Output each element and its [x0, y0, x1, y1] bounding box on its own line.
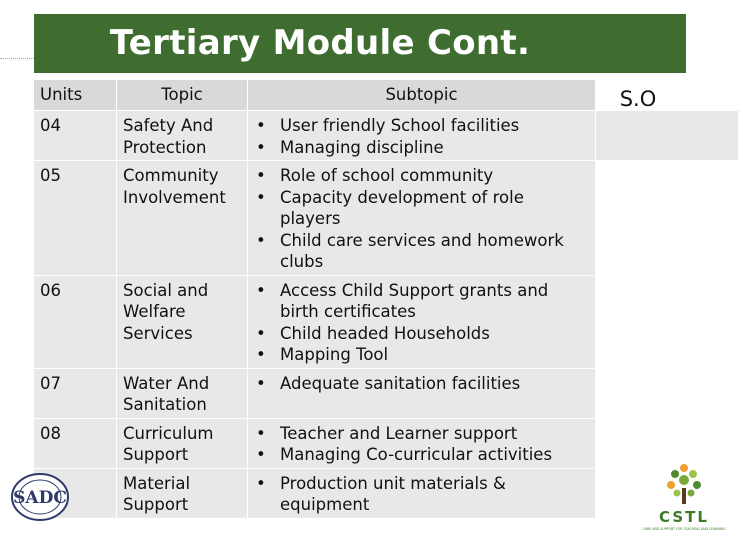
cstl-logo: [642, 460, 726, 538]
table-row: [34, 418, 739, 468]
sadc-logo-text: SADC: [13, 488, 67, 508]
header-topic: Topic: [117, 80, 248, 111]
subtopic-item: • Child headed Households: [254, 323, 589, 345]
subtopic-cell: [248, 161, 596, 276]
table-row: [34, 468, 739, 518]
subtopic-item: • Production unit materials & equipment: [254, 473, 589, 516]
subtopic-item: • Role of school community: [254, 165, 589, 187]
subtopic-item: • User friendly School facilities: [254, 115, 589, 137]
unit-cell: 07: [34, 368, 117, 418]
cstl-logo-text: CSTL: [659, 508, 709, 526]
so-cell: [596, 161, 739, 276]
subtopic-item: • Teacher and Learner support: [254, 423, 589, 445]
unit-cell: 08: [34, 418, 117, 468]
so-label: S.O: [619, 87, 657, 111]
header-units: Units: [34, 80, 117, 111]
slide-title: Tertiary Module Cont.: [109, 23, 531, 63]
subtopic-item: • Capacity development of role players: [254, 187, 589, 230]
unit-cell: 05: [34, 161, 117, 276]
table-row: [34, 161, 739, 276]
subtopic-item: • Managing discipline: [254, 137, 589, 159]
so-cell: [596, 275, 739, 368]
subtopic-item: • Access Child Support grants and birth certificates: [254, 280, 589, 323]
unit-cell: 06: [34, 275, 117, 368]
so-cell: [596, 111, 739, 161]
topic-cell: Water And Sanitation: [117, 368, 248, 418]
subtopic-item: • Managing Co-curricular activities: [254, 444, 589, 466]
module-table: [33, 79, 739, 519]
tree-icon: [667, 464, 701, 504]
topic-cell: Curriculum Support: [117, 418, 248, 468]
subtopic-cell: [248, 368, 596, 418]
table-row: [34, 368, 739, 418]
subtopic-item: • Adequate sanitation facilities: [254, 373, 589, 395]
sadc-emblem-icon: [10, 472, 70, 522]
decorative-dotted-line: [0, 58, 34, 59]
subtopic-item: • Mapping Tool: [254, 344, 589, 366]
cstl-logo-subtitle: CARE AND SUPPORT FOR TEACHING AND LEARNING: [642, 527, 726, 531]
topic-cell: Safety And Protection: [117, 111, 248, 161]
header-subtopic: Subtopic: [248, 80, 596, 111]
subtopic-cell: [248, 111, 596, 161]
subtopic-cell: [248, 418, 596, 468]
so-cell: [596, 368, 739, 418]
table-row: [34, 111, 739, 161]
unit-cell: 04: [34, 111, 117, 161]
subtopic-cell: [248, 275, 596, 368]
subtopic-item: • Child care services and homework clubs: [254, 230, 589, 273]
topic-cell: Material Support: [117, 468, 248, 518]
topic-cell: Social and Welfare Services: [117, 275, 248, 368]
topic-cell: Community Involvement: [117, 161, 248, 276]
subtopic-cell: [248, 468, 596, 518]
table-row: [34, 275, 739, 368]
